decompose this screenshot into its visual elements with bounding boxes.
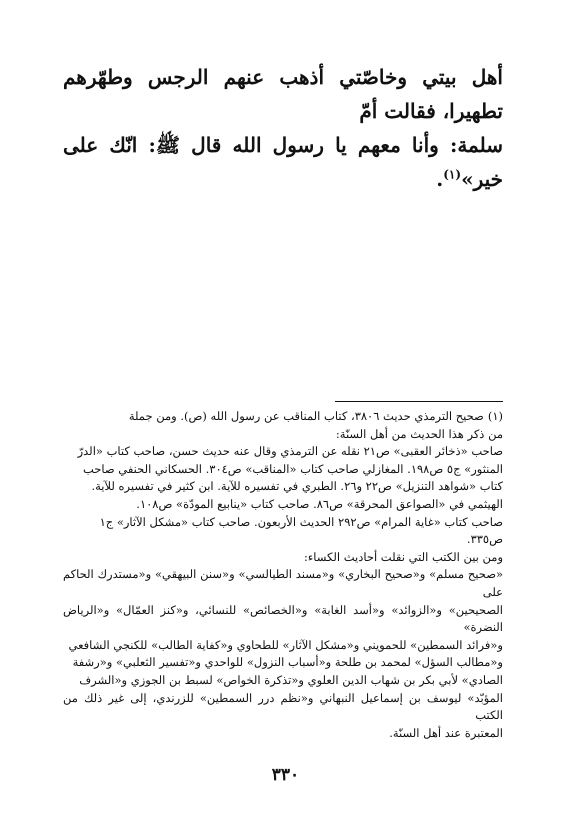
footnote-line bbox=[63, 443, 503, 461]
footnote-line bbox=[63, 496, 503, 514]
page-number: ٣٣٠ bbox=[271, 765, 300, 785]
footnote-line-text: صاحب «ذخائر العقبى» ص٢١ نقله عن الترمذي وقال عنه حديث حسن، صاحب كتاب «الدرّ bbox=[77, 444, 503, 459]
footnote-line bbox=[63, 549, 503, 567]
footnote-line-text: ومن بين الكتب التي نقلت أحاديث الكساء: bbox=[303, 549, 503, 564]
footnote-line-text: صاحب كتاب «غاية المرام» ص٢٩٢ الحديث الأربعون. صاحب كتاب «مشكل الآثار» ج١ bbox=[99, 514, 503, 529]
footnote-number: (١) bbox=[487, 409, 503, 423]
footnote-line-text: ص٣٣٥. bbox=[466, 532, 503, 547]
footnote-line-text: الهيثمي في «الصواعق المحرقة» ص٨٦. صاحب كتاب «ينابيع المودّة» ص١٠٨. bbox=[136, 496, 503, 511]
main-body-text bbox=[63, 60, 503, 196]
footnote-line bbox=[63, 672, 503, 690]
main-line-1 bbox=[63, 60, 503, 128]
footnote-line-text: و«فرائد السمطين» للحمويني و«مشكل الآثار» للطحاوي و«كفاية الطالب» للكنجي الشافعي bbox=[68, 637, 503, 652]
footnote-line-text: «صحيح مسلم» و«صحيح البخاري» و«مسند الطيالسي» و«سنن البيهقي» و«مستدرك الحاكم على bbox=[63, 567, 503, 599]
footnote-line bbox=[63, 637, 503, 655]
footnote-line-text: صحيح الترمذي حديث ٣٨٠٦، كتاب المناقب عن رسول الله (ص). ومن جملة bbox=[128, 409, 484, 423]
footnote-line-text: المعتبرة عند أهل السنّة. bbox=[389, 725, 503, 740]
footnote-line bbox=[63, 531, 503, 549]
footnote-line-text: و«مطالب السؤل» لمحمد بن طلحة و«أسباب النزول» للواحدي و«تفسير الثعلبي» و«رشفة bbox=[72, 655, 503, 670]
main-line-2-text: سلمة: وأنا معهم يا رسول الله قال ﷺ: انّك على خير» bbox=[63, 133, 503, 191]
footnote-line bbox=[63, 602, 503, 637]
footnote-line-text: المنثور» ج٥ ص١٩٨. المغازلي صاحب كتاب «المناقب» ص٣٠٤. الحسكاني الحنفي صاحب bbox=[82, 461, 503, 476]
footnote-line bbox=[63, 514, 503, 532]
footnote-line bbox=[63, 725, 503, 743]
footnote-line bbox=[63, 461, 503, 479]
footnote-line-text: الصادي» لأبي بكر بن شهاب الدين العلوي و«تذكرة الخواص» لسبط بن الجوزي و«الشرف bbox=[79, 672, 503, 687]
footnotes-section bbox=[63, 408, 503, 742]
footnote-line bbox=[63, 426, 503, 444]
footnote-line-text: من ذكر هذا الحديث من أهل السنّة: bbox=[335, 426, 503, 441]
footnote-separator bbox=[335, 401, 503, 402]
footnote-line-text: المؤبّد» ليوسف بن إسماعيل النبهاني و«نظم درر السمطين» للزرندي، إلى غير ذلك من الكتب bbox=[63, 690, 503, 723]
footnote-line bbox=[63, 566, 503, 601]
main-line-2-end: . bbox=[436, 167, 444, 191]
footnote-line bbox=[63, 654, 503, 672]
main-line-2 bbox=[63, 128, 503, 196]
footnote-line bbox=[63, 478, 503, 496]
footnote-line-text: الصحيحين» و«الزوائد» و«أسد الغابة» و«الخصائص» للنسائي، و«كنز العمّال» و«الرياض النضرة» bbox=[63, 602, 503, 635]
footnote-reference: (١) bbox=[443, 167, 462, 182]
footnote-line-text: كتاب «شواهد التنزيل» ص٢٢ و٢٦. الطبري في تفسيره للآية. ابن كثير في تفسيره للآية. bbox=[91, 479, 503, 494]
footnote-line bbox=[63, 690, 503, 725]
footnote-line bbox=[63, 408, 503, 426]
main-line-1-text: أهل بيتي وخاصّتي أذهب عنهم الرجس وطهّرهم تطهيرا، فقالت أمّ bbox=[63, 65, 503, 123]
